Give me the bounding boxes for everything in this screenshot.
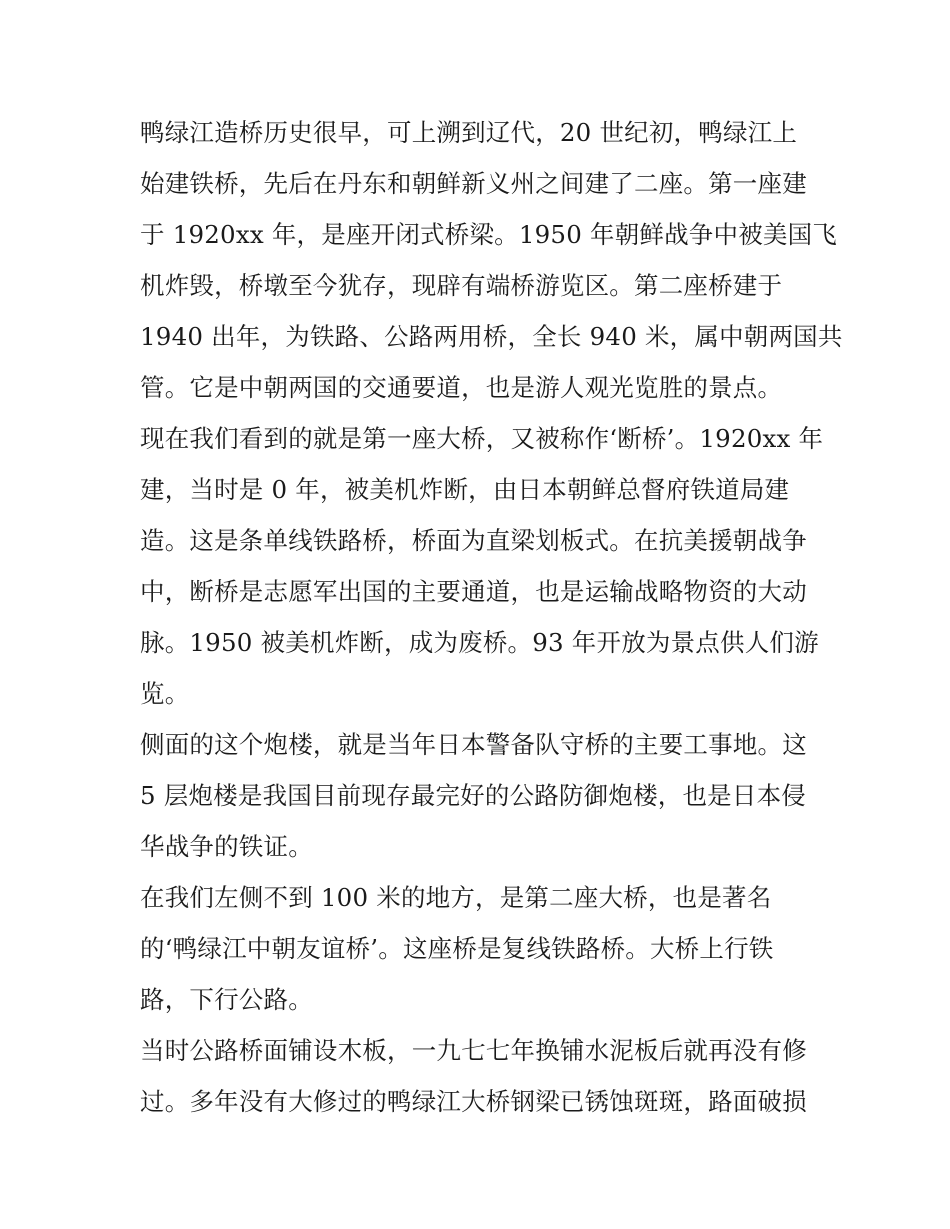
text-line: 华战争的铁证。 — [140, 832, 313, 861]
text-line: 造。这是条单线铁路桥，桥面为直梁划板式。在抗美援朝战争 — [140, 526, 807, 555]
text-line: 机炸毁，桥墩至今犹存，现辟有端桥游览区。第二座桥建于 — [140, 271, 783, 300]
text-line: 建，当时是 0 年，被美机炸断，由日本朝鲜总督府铁道局建 — [140, 475, 790, 504]
text-line: 于 1920xx 年，是座开闭式桥梁。1950 年朝鲜战争中被美国飞 — [140, 220, 837, 249]
text-line: 的‘鸭绿江中朝友谊桥’。这座桥是复线铁路桥。大桥上行铁 — [140, 934, 774, 963]
text-line: 过。多年没有大修过的鸭绿江大桥钢梁已锈蚀斑斑，路面破损 — [140, 1087, 807, 1116]
text-line: 鸭绿江造桥历史很早，可上溯到辽代，20 世纪初，鸭绿江上 — [140, 118, 798, 147]
text-line: 管。它是中朝两国的交通要道，也是游人观光览胜的景点。 — [140, 373, 783, 402]
body-text — [140, 107, 843, 1127]
text-line: 现在我们看到的就是第一座大桥，又被称作‘断桥’。1920xx 年 — [140, 424, 824, 453]
text-line: 始建铁桥，先后在丹东和朝鲜新义州之间建了二座。第一座建 — [140, 169, 807, 198]
text-line: 5 层炮楼是我国目前现存最完好的公路防御炮楼，也是日本侵 — [140, 781, 806, 810]
text-line: 览。 — [140, 679, 190, 708]
text-line: 路，下行公路。 — [140, 985, 313, 1014]
text-line: 脉。1950 被美机炸断，成为废桥。93 年开放为景点供人们游 — [140, 628, 819, 657]
text-line: 侧面的这个炮楼，就是当年日本警备队守桥的主要工事地。这 — [140, 730, 807, 759]
text-line: 中，断桥是志愿军出国的主要通道，也是运输战略物资的大动 — [140, 577, 807, 606]
text-line: 在我们左侧不到 100 米的地方，是第二座大桥，也是著名 — [140, 883, 772, 912]
text-line: 1940 出年，为铁路、公路两用桥，全长 940 米，属中朝两国共 — [140, 322, 843, 351]
text-line: 当时公路桥面铺设木板，一九七七年换铺水泥板后就再没有修 — [140, 1036, 807, 1065]
